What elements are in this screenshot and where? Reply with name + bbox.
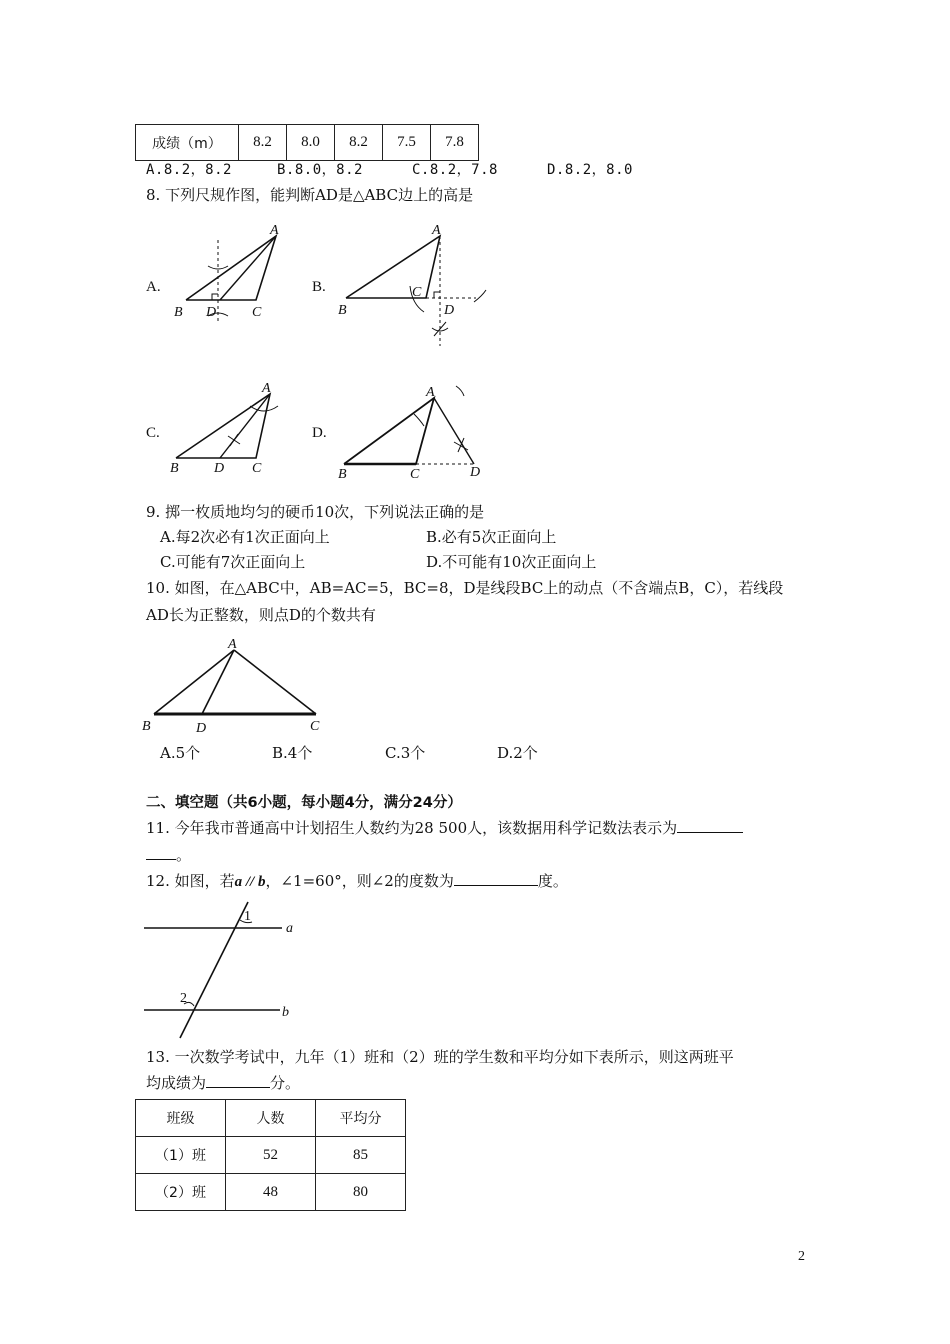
section2-heading: 二、填空题（共6小题，每小题4分，满分24分） (146, 795, 462, 811)
q8d-arc-left (414, 414, 424, 426)
q10-option-d: D.2个 (497, 744, 538, 762)
table-row (136, 1137, 406, 1174)
q10-option-a: A.5个 (160, 744, 201, 762)
q9-option-d: D.不可能有10次正面向上 (426, 553, 597, 571)
q11-stem: 11. 今年我市普通高中计划招生人数约为28 500人，该数据用科学记数法表示为 (146, 819, 678, 837)
q7-option-b: B.8.0，8.2 (277, 162, 363, 178)
q8a-altitude (220, 236, 276, 300)
q9-option-a: A.每2次必有1次正面向上 (160, 528, 330, 546)
q8c-label-d: D (214, 461, 225, 476)
q8b-label-c: C (412, 285, 422, 300)
q8d-label-b: B (338, 467, 347, 480)
q7-table-value: 8.2 (335, 125, 383, 161)
q8c-label-c: C (252, 461, 262, 476)
q12-stem-pre: 12. 如图，若 (146, 872, 235, 890)
q12-stem-mid: ，∠1=60°，则∠2的度数为 (265, 872, 454, 890)
table-cell: 48 (226, 1174, 316, 1211)
q8c-label-b: B (170, 461, 179, 476)
q8a-label-a: A (270, 223, 279, 238)
q12-line (146, 871, 568, 892)
q10-side-ab (154, 650, 234, 714)
q12-label-a: a (286, 921, 293, 936)
table-header-cell: 平均分 (316, 1100, 406, 1137)
q13-stem-end: 分。 (270, 1074, 301, 1092)
q12-stem-end: 度。 (537, 872, 568, 890)
q13-stem-pre: 均成绩为 (146, 1074, 207, 1092)
q8b-label-d: D (444, 303, 455, 318)
q12-figure (140, 900, 300, 1042)
q8b-label-b: B (338, 303, 347, 318)
q8b-right-angle (434, 292, 440, 298)
q9-stem: 9. 掷一枚质地均匀的硬币10次，下列说法正确的是 (146, 503, 485, 521)
q8a-triangle (186, 236, 276, 300)
q8d-label-a: A (426, 385, 435, 400)
table-cell: 85 (316, 1137, 406, 1174)
q8d-ad (434, 398, 474, 464)
q11-answer-blank-2 (146, 845, 176, 860)
q9-option-b: B.必有5次正面向上 (426, 528, 557, 546)
table-header-cell: 人数 (226, 1100, 316, 1137)
table-cell: （1）班 (136, 1137, 226, 1174)
q8a-label-b: B (174, 305, 183, 320)
q11-stem-end: 。 (176, 846, 192, 864)
table-row (136, 1174, 406, 1211)
q12-label-1: 1 (244, 909, 251, 924)
q12-label-2: 2 (180, 991, 187, 1006)
q10-option-b: B.4个 (272, 744, 313, 762)
q10-label-d: D (196, 721, 207, 736)
q12-condition: a // b (234, 874, 266, 890)
q7-option-a: A.8.2，8.2 (146, 162, 232, 178)
q11-line2 (146, 845, 191, 865)
q10-segment-ad (202, 650, 234, 714)
q8-label-c: C. (146, 425, 160, 441)
q10-option-c: C.3个 (385, 744, 426, 762)
q10-stem-line1: 10. 如图，在△ABC中，AB=AC=5，BC=8，D是线段BC上的动点（不含端点B，C），若线段 (146, 579, 784, 597)
page-number: 2 (798, 1249, 805, 1264)
q8a-label-c: C (252, 305, 262, 320)
q8-figure-d (336, 380, 496, 480)
q8-figure-b (336, 220, 496, 350)
q8b-label-a: A (432, 223, 441, 238)
q13-class-table (135, 1099, 406, 1211)
q8-stem: 8. 下列尺规作图，能判断AD是△ABC边上的高是 (146, 186, 474, 204)
q10-label-c: C (310, 719, 320, 734)
q7-table-value: 8.2 (239, 125, 287, 161)
q7-table-value: 7.8 (431, 125, 479, 161)
q7-option-d: D.8.2，8.0 (547, 162, 633, 178)
q11-answer-blank-1 (677, 818, 743, 833)
q8a-label-d: D (206, 305, 217, 320)
q12-answer-blank (454, 871, 538, 886)
q13-stem-line1: 13. 一次数学考试中，九年（1）班和（2）班的学生数和平均分如下表所示，则这两班平 (146, 1048, 734, 1066)
q12-label-b: b (282, 1005, 289, 1020)
q8c-label-a: A (262, 381, 271, 396)
q8a-right-angle (212, 294, 218, 300)
q8-figure-c (168, 380, 288, 480)
q8-label-b: B. (312, 279, 326, 295)
table-row (136, 1100, 406, 1137)
q7-results-table (135, 124, 479, 161)
q9-option-c: C.可能有7次正面向上 (160, 553, 306, 571)
q8-label-a: A. (146, 279, 161, 295)
q7-table-value: 8.0 (287, 125, 335, 161)
q8c-triangle (176, 394, 270, 458)
q8-figure-a (168, 220, 288, 330)
q8b-triangle (346, 236, 440, 298)
table-cell: 80 (316, 1174, 406, 1211)
q10-label-a: A (228, 637, 237, 652)
q8d-label-c: C (410, 467, 420, 480)
q8d-label-d: D (470, 465, 481, 480)
q7-table-value: 7.5 (383, 125, 431, 161)
table-header-cell: 班级 (136, 1100, 226, 1137)
q11-line1 (146, 818, 743, 838)
q10-stem-line2: AD长为正整数，则点D的个数共有 (146, 606, 376, 624)
q7-option-c: C.8.2，7.8 (412, 162, 498, 178)
q10-label-b: B (142, 719, 151, 734)
q7-table-header: 成绩（m） (136, 125, 239, 161)
q8c-arc (250, 406, 278, 411)
q8d-triangle (344, 398, 434, 464)
table-cell: （2）班 (136, 1174, 226, 1211)
q12-transversal (180, 902, 248, 1038)
q8b-arc-right (474, 290, 486, 302)
q13-line2 (146, 1073, 300, 1093)
table-cell: 52 (226, 1137, 316, 1174)
q10-figure (140, 632, 330, 740)
q13-answer-blank (206, 1073, 270, 1088)
q8d-arc-top (456, 386, 464, 396)
q8-label-d: D. (312, 425, 327, 441)
q10-side-ac (234, 650, 316, 714)
